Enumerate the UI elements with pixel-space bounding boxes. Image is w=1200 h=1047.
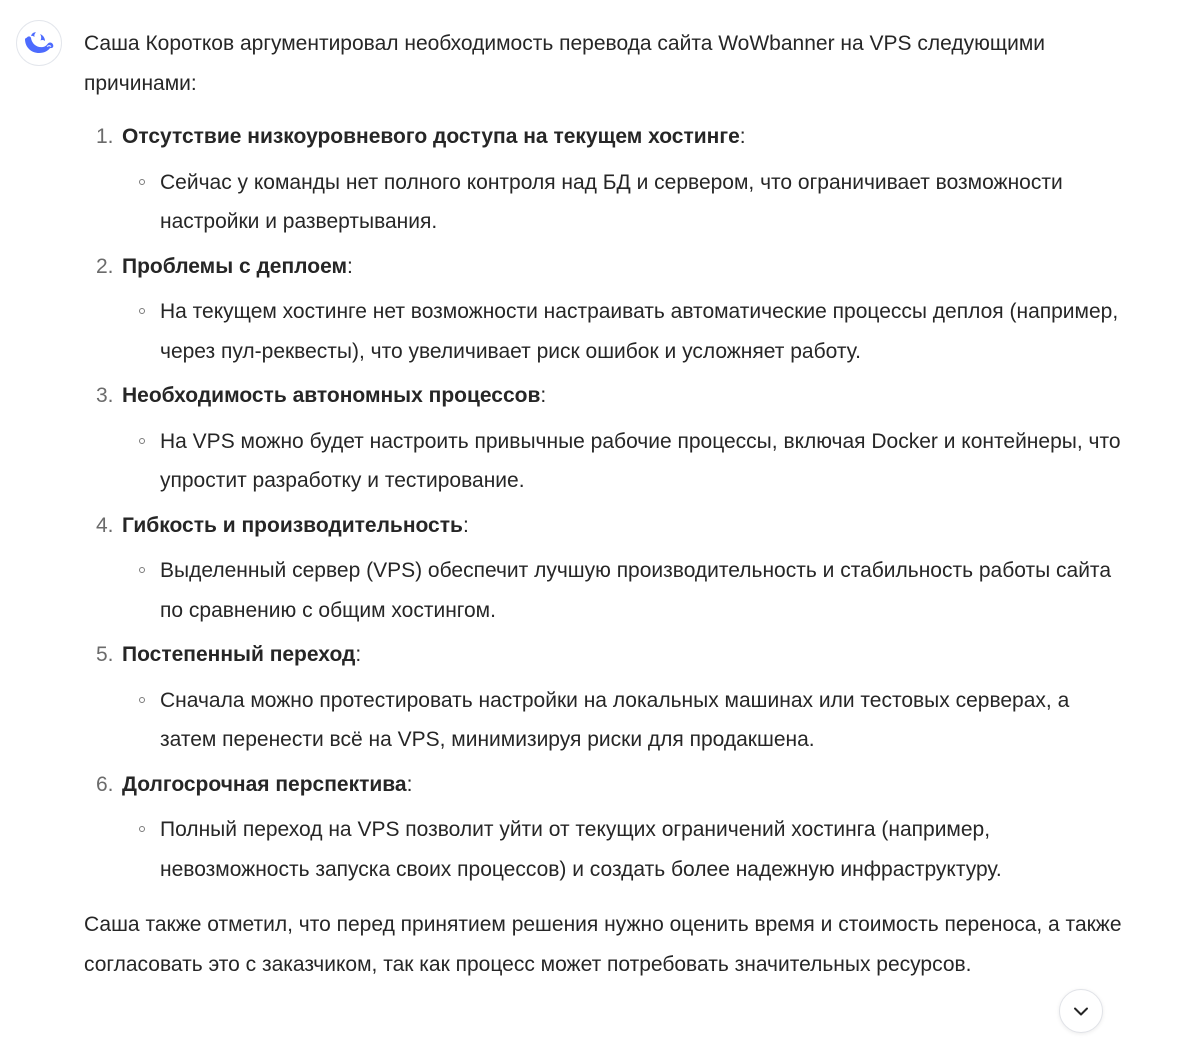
item-detail: Сначала можно протестировать настройки на локальных машинах или тестовых серверах, а затем перенести всё на VPS, минимизируя риски для продакшена. [160,688,1070,751]
circle-bullet-icon [139,826,145,832]
list-item: 5. Постепенный переход: Сначала можно протестировать настройки на локальных машинах или тестовых серверах, а затем перенести всё на VPS, минимизируя риски для продакшена. [84,635,1124,760]
item-detail: На текущем хостинге нет возможности настраивать автоматические процессы деплоя (например, через пул-реквесты), что увеличивает риск ошибок и усложняет работу. [160,300,1119,363]
item-title: Необходимость автономных процессов [122,384,541,407]
item-detail: Выделенный сервер (VPS) обеспечит лучшую производительность и стабильность работы сайта по сравнению с общим хостингом. [160,559,1111,622]
circle-bullet-icon [139,179,145,185]
sub-list [122,810,1124,889]
list-item: 1. Отсутствие низкоуровневого доступа на текущем хостинге: Сейчас у команды нет полного контроля над БД и сервером, что ограничивает возможности настройки и развертывания. [84,117,1124,242]
item-number: 3. [96,384,114,407]
sub-list-item [122,422,1124,501]
list-item: 2. Проблемы с деплоем: На текущем хостинге нет возможности настраивать автоматические процессы деплоя (например, через пул-реквесты), что увеличивает риск ошибок и усложняет работу. [84,247,1124,372]
circle-bullet-icon [139,567,145,573]
list-item: 3. Необходимость автономных процессов: На VPS можно будет настроить привычные рабочие процессы, включая Docker и контейнеры, что упростит разработку и тестирование. [84,376,1124,501]
reasons-list [84,117,1124,889]
circle-bullet-icon [139,308,145,314]
item-title: Долгосрочная перспектива [122,772,407,796]
item-detail: Полный переход на VPS позволит уйти от текущих ограничений хостинга (например, невозможность запуска своих процессов) и создать более надежную инфраструктуру. [160,818,1002,881]
item-number: 5. [96,643,114,666]
circle-bullet-icon [139,438,145,444]
sub-list [122,163,1124,242]
circle-bullet-icon [139,697,145,703]
item-detail: На VPS можно будет настроить привычные рабочие процессы, включая Docker и контейнеры, что упростит разработку и тестирование. [160,429,1121,492]
assistant-message [84,24,1124,984]
item-number: 1. [96,125,114,148]
sub-list-item [122,551,1124,630]
item-number: 6. [96,772,114,796]
sub-list-item [122,681,1124,760]
message-intro: Саша Коротков аргументировал необходимость перевода сайта WoWbanner на VPS следующими причинами: [84,32,1046,95]
item-number: 4. [96,513,114,537]
assistant-avatar [16,20,62,66]
item-title: Проблемы с деплоем [122,254,348,278]
sub-list [122,681,1124,760]
sub-list-item [122,292,1124,371]
item-title: Отсутствие низкоуровневого доступа на текущем хостинге [122,125,740,148]
message-closing: Саша также отметил, что перед принятием решения нужно оценить время и стоимость переноса, а также согласовать это с заказчиком, так как процесс может потребовать значительных ресурсов. [84,913,1122,976]
sub-list [122,292,1124,371]
sub-list [122,422,1124,501]
chevron-down-icon [1071,1001,1091,1021]
item-detail: Сейчас у команды нет полного контроля над БД и сервером, что ограничивает возможности настройки и развертывания. [160,170,1063,233]
item-title: Постепенный переход [122,643,356,666]
item-title: Гибкость и производительность [122,513,463,537]
item-number: 2. [96,254,114,278]
sub-list [122,551,1124,630]
list-item: 6. Долгосрочная перспектива: Полный переход на VPS позволит уйти от текущих ограничений хостинга (например, невозможность запуска своих процессов) и создать более надежную инфраструктуру. [84,765,1124,890]
sub-list-item [122,163,1124,242]
scroll-to-bottom-button[interactable] [1059,989,1103,1033]
deepseek-whale-icon [23,30,55,56]
list-item: 4. Гибкость и производительность: Выделенный сервер (VPS) обеспечит лучшую производительность и стабильность работы сайта по сравнению с общим хостингом. [84,506,1124,631]
sub-list-item [122,810,1124,889]
